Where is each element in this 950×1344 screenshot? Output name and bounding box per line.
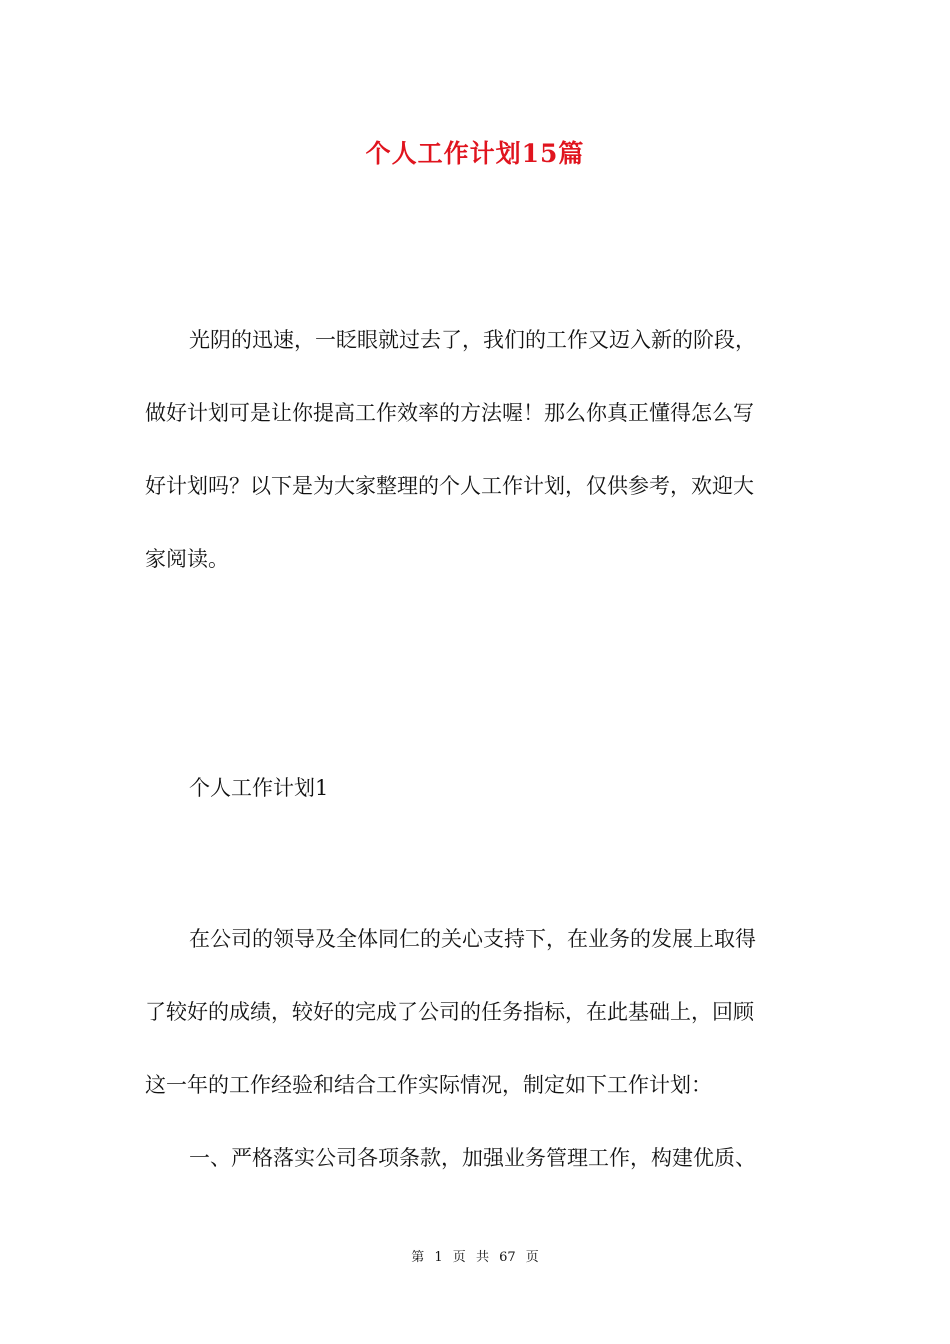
intro-line-1: 光阴的迅速，一眨眼就过去了，我们的工作又迈入新的阶段， — [189, 328, 756, 352]
footer-prefix: 第 — [411, 1250, 425, 1265]
body-paragraph — [145, 903, 805, 1195]
footer-total-word: 共 — [475, 1250, 489, 1265]
intro-paragraph — [145, 304, 805, 596]
intro-line-3: 好计划吗？以下是为大家整理的个人工作计划，仅供参考，欢迎大 — [145, 474, 754, 498]
page-footer — [0, 1246, 950, 1265]
footer-page-word: 页 — [452, 1250, 466, 1265]
intro-line-4: 家阅读。 — [145, 547, 229, 571]
body-line-3: 这一年的工作经验和结合工作实际情况，制定如下工作计划： — [145, 1073, 712, 1097]
document-title: 个人工作计划15篇 — [365, 139, 585, 168]
body-line-2: 了较好的成绩，较好的完成了公司的任务指标，在此基础上，回顾 — [145, 1000, 754, 1024]
section-heading: 个人工作计划1 — [189, 776, 329, 800]
intro-line-2: 做好计划可是让你提高工作效率的方法喔！那么你真正懂得怎么写 — [145, 401, 754, 425]
footer-suffix: 页 — [525, 1250, 539, 1265]
point-line-1: 一、严格落实公司各项条款，加强业务管理工作，构建优质、 — [189, 1146, 756, 1170]
footer-current-page: 1 — [434, 1250, 443, 1265]
body-line-1: 在公司的领导及全体同仁的关心支持下，在业务的发展上取得 — [189, 927, 756, 951]
footer-total-pages: 67 — [499, 1250, 516, 1265]
